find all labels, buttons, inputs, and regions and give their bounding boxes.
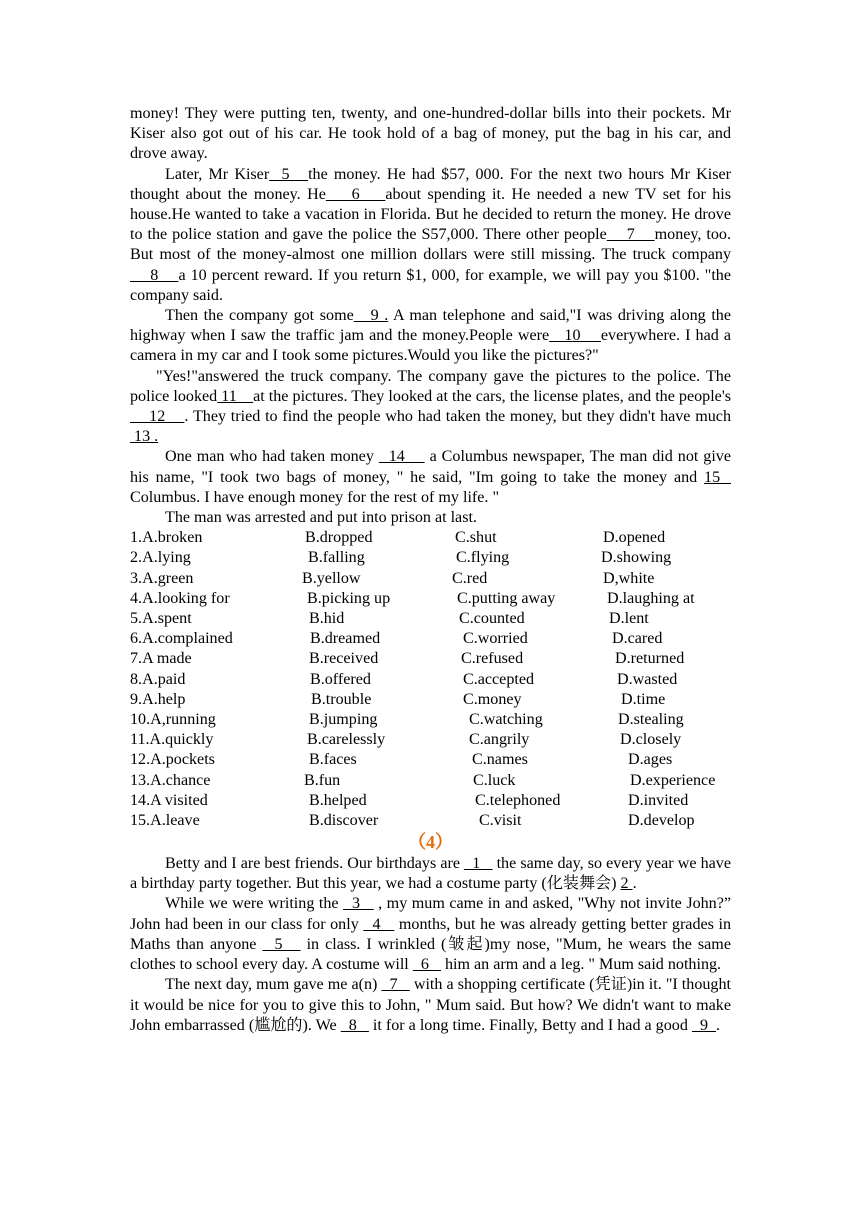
passage-text: One man who had taken money: [165, 448, 379, 466]
option-b: B.fun: [304, 771, 341, 789]
option-c: C.counted: [459, 610, 525, 628]
option-row: [130, 750, 731, 770]
option-row: [130, 569, 731, 589]
passage-text: him an arm and a leg. " Mum said nothing.: [440, 956, 722, 974]
option-row: [130, 811, 731, 831]
option-c: C.shut: [455, 529, 497, 547]
passage4-paragraph-1: [130, 854, 731, 894]
answer-blank: 9 .: [353, 307, 389, 325]
answer-options: [130, 528, 731, 831]
passage-text: in class. I wrinkled (皱起)my nose, "Mum, he wears the same clothes to school every day. A costume will: [130, 935, 731, 974]
option-c: C.worried: [463, 630, 528, 648]
option-d: D.laughing at: [607, 589, 695, 607]
option-a: 4.A.looking for: [130, 589, 230, 607]
option-d: D.develop: [628, 811, 695, 829]
option-a: 5.A.spent: [130, 610, 192, 628]
answer-blank: 8: [340, 1016, 369, 1034]
option-b: B.helped: [309, 791, 367, 809]
passage3-paragraph-4: [130, 367, 731, 448]
option-row: [130, 589, 731, 609]
option-d: D,white: [603, 569, 655, 587]
option-c: C.putting away: [457, 589, 556, 607]
answer-blank: 7: [606, 226, 655, 244]
answer-blank: 14: [378, 448, 425, 466]
option-d: D.cared: [612, 630, 663, 648]
option-a: 13.A.chance: [130, 771, 211, 789]
option-b: B.dreamed: [310, 630, 381, 648]
answer-blank: 4: [363, 915, 395, 933]
passage-text: at the pictures. They looked at the cars, the license plates, and the people's: [253, 387, 731, 405]
passage-text: about spending it. He needed a new TV set for his house.He wanted to take a vacation in Florida. But he decided to return the money. He drove to the police station and gave the police the S57,000. There other people: [130, 185, 732, 244]
option-c: C.accepted: [463, 670, 535, 688]
option-a: 8.A.paid: [130, 670, 186, 688]
answer-blank: 10: [549, 327, 601, 345]
option-b: B.jumping: [309, 710, 378, 728]
option-row: [130, 791, 731, 811]
option-c: C.money: [463, 690, 522, 708]
passage-text: money, too. But most of the money-almost one million dollars were still missing. The truck company: [130, 226, 731, 264]
option-b: B.yellow: [302, 569, 361, 587]
option-a: 6.A.complained: [130, 630, 233, 648]
passage-text: A man telephone and said,"I was driving along the highway when I saw the traffic jam and the money.People were: [130, 307, 731, 345]
passage-text: the same day, so every year we have a birthday party together. But this year, we had a costume party (化装舞会): [130, 855, 731, 893]
option-d: D.time: [621, 690, 666, 708]
answer-blank: 8: [130, 266, 179, 284]
option-d: D.ages: [628, 751, 673, 769]
passage-text: While we were writing the: [165, 895, 344, 913]
option-row: [130, 670, 731, 690]
option-row: [130, 771, 731, 791]
passage4-paragraph-2: [130, 894, 731, 975]
option-b: B.dropped: [305, 529, 373, 547]
answer-blank: 6: [325, 185, 386, 203]
passage-text: Betty and I are best friends. Our birthdays are: [165, 855, 465, 873]
passage-text: .: [716, 1016, 721, 1034]
option-b: B.discover: [309, 811, 379, 829]
answer-blank: 6: [412, 956, 441, 974]
option-c: C.luck: [473, 771, 516, 789]
passage3-paragraph-5: [130, 447, 731, 508]
option-b: B.hid: [309, 610, 345, 628]
option-row: [130, 548, 731, 568]
answer-blank: 15: [704, 468, 731, 486]
option-b: B.picking up: [307, 589, 391, 607]
option-a: 9.A.help: [130, 690, 186, 708]
passage-text: , my mum came in and asked, "Why not invite John?” John had been in our class for only: [130, 895, 732, 933]
passage-text: "Yes!"answered the truck company. The company gave the pictures to the police. The police looked: [130, 367, 731, 405]
passage3-paragraph-1: money! They were putting ten, twenty, and one-hundred-dollar bills into their pockets. Mr Kiser also got out of his car. He took hold of a bag of money, put the bag in his car, and drove away.: [130, 105, 731, 163]
option-a: 3.A.green: [130, 569, 194, 587]
option-row: [130, 609, 731, 629]
option-c: C.telephoned: [475, 791, 561, 809]
passage-text: Then the company got some: [165, 307, 354, 325]
passage-text: the money. He had $57, 000. For the next two hours Mr Kiser thought about the money. He: [130, 165, 731, 203]
passage-text: Columbus. I have enough money for the rest of my life. ": [130, 488, 500, 506]
option-c: C.watching: [469, 710, 543, 728]
answer-blank: 2: [620, 875, 633, 893]
passage-text: months, but he was already getting better grades in Maths than anyone: [130, 915, 732, 953]
option-b: B.received: [309, 650, 379, 668]
passage-text: a 10 percent reward. If you return $1, 000, for example, we will pay you $100. "the company said.: [130, 266, 731, 304]
option-d: D.opened: [603, 529, 666, 547]
option-b: B.faces: [309, 751, 357, 769]
passage-text: .: [632, 875, 637, 893]
option-c: C.red: [452, 569, 488, 587]
answer-blank: 5: [269, 165, 309, 183]
option-a: 12.A.pockets: [130, 751, 215, 769]
answer-blank: 5: [262, 935, 301, 953]
document-page: [130, 104, 731, 1036]
option-b: B.trouble: [311, 690, 372, 708]
option-c: C.refused: [461, 650, 524, 668]
option-a: 2.A.lying: [130, 549, 191, 567]
passage-text: a Columbus newspaper, The man did not give his name, "I took two bags of money, " he said, "Im going to take the money and: [130, 448, 732, 486]
option-d: D.wasted: [617, 670, 678, 688]
answer-blank: 1: [464, 855, 493, 873]
option-c: C.angrily: [469, 731, 530, 749]
option-d: D.returned: [615, 650, 685, 668]
passage-text: . They tried to find the people who had taken the money, but they didn't have much: [184, 408, 731, 426]
option-b: B.falling: [308, 549, 365, 567]
option-a: 14.A visited: [130, 791, 208, 809]
option-c: C.visit: [479, 811, 522, 829]
passage4-paragraph-3: [130, 975, 731, 1036]
option-a: 7.A made: [130, 650, 192, 668]
passage-text: it for a long time. Finally, Betty and I had a good: [368, 1016, 692, 1034]
option-c: C.names: [472, 751, 528, 769]
passage-text: everywhere. I had a camera in my car and I took some pictures.Would you like the pictures?": [130, 327, 732, 365]
option-a: 11.A.quickly: [130, 731, 214, 749]
passage3-paragraph-3: [130, 306, 731, 367]
answer-blank: 11: [217, 387, 254, 405]
option-c: C.flying: [456, 549, 510, 567]
option-d: D.showing: [601, 549, 672, 567]
passage3-paragraph-2: [130, 165, 731, 306]
answer-blank: 9: [691, 1016, 717, 1034]
option-b: B.carelessly: [307, 731, 386, 749]
option-d: D.lent: [609, 610, 649, 628]
option-a: 1.A.broken: [130, 529, 203, 547]
answer-blank: 3: [343, 895, 374, 913]
answer-blank: 7: [381, 976, 410, 994]
option-row: [130, 649, 731, 669]
option-d: D.stealing: [618, 710, 684, 728]
option-d: D.closely: [620, 731, 682, 749]
option-d: D.invited: [628, 791, 689, 809]
answer-blank: 13 .: [130, 428, 159, 446]
passage-text: The next day, mum gave me a(n): [165, 976, 382, 994]
section-heading: （4）: [408, 832, 453, 853]
answer-blank: 12: [130, 408, 185, 426]
option-a: 15.A.leave: [130, 811, 200, 829]
passage3-paragraph-6: The man was arrested and put into prison at last.: [165, 509, 477, 527]
option-row: [130, 730, 731, 750]
option-b: B.offered: [310, 670, 371, 688]
option-a: 10.A,running: [130, 710, 216, 728]
passage-text: Later, Mr Kiser: [165, 165, 270, 183]
option-row: [130, 629, 731, 649]
passage-text: with a shopping certificate (凭证)in it. "I thought it would be nice for you to give this to John, " Mum said. But how? We didn't want to make John embarrassed (尴尬的). We: [130, 976, 731, 1034]
option-d: D.experience: [630, 771, 716, 789]
option-row: [130, 710, 731, 730]
option-row: [130, 690, 731, 710]
option-row: [130, 528, 731, 548]
